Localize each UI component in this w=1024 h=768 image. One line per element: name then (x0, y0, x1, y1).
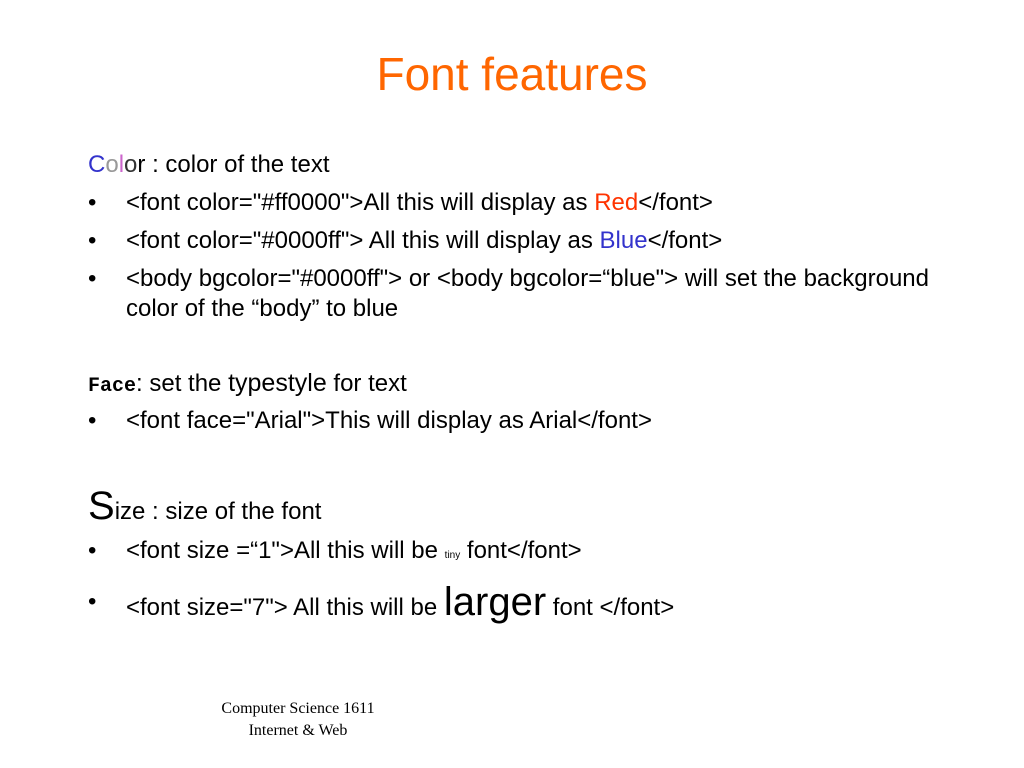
footer-line-course: Computer Science 1611 (221, 700, 375, 717)
bullet-text (126, 226, 966, 256)
bullet-text-after: font </font> (546, 594, 675, 621)
tiny-word: tiny (444, 550, 461, 561)
bullet-text (126, 536, 966, 571)
face-typestyle: typestyle (228, 369, 327, 397)
slide-footer (198, 698, 398, 742)
color-heading-letter-c: C (88, 151, 106, 178)
blue-word: Blue (599, 227, 648, 254)
color-heading-letter-o2: o (124, 151, 138, 178)
color-heading-letter-o1: o (105, 151, 119, 178)
color-heading (88, 150, 330, 180)
size-heading-big-s: S (88, 484, 115, 528)
bullet-dot: • (88, 407, 97, 434)
slide-title: Font features (376, 48, 648, 100)
size-heading (88, 484, 321, 534)
bullet-text: <body bgcolor="#0000ff"> or <body bgcolor=“blue"> will set the background color of the “body” to blue (126, 265, 929, 322)
footer-line-subject: Internet & Web (248, 722, 348, 739)
bullet-text: <font face="Arial">This will display as Arial</font> (126, 407, 652, 434)
bullet-text-after: font</font> (460, 537, 582, 564)
size-heading-rest: ize : size of the font (114, 498, 322, 525)
bullet-dot: • (88, 227, 97, 254)
bullet-text-after: </font> (647, 227, 723, 254)
red-word: Red (594, 189, 639, 216)
bullet-dot: • (88, 537, 97, 564)
bullet-text-before: <font size =“1">All this will be (126, 537, 445, 564)
bullet-text (126, 188, 966, 218)
bullet-text-after: </font> (638, 189, 713, 216)
face-desc-after: for text (326, 370, 407, 397)
bullet-text-before: <font color="#ff0000">All this will display as (126, 189, 595, 216)
larger-word: larger (443, 580, 547, 624)
face-keyword: Face (88, 375, 137, 398)
bullet-text (126, 580, 966, 630)
face-colon: : (136, 370, 143, 397)
bullet-text-before: <font color="#0000ff"> All this will display as (126, 227, 600, 254)
bullet-dot: • (88, 588, 97, 615)
color-heading-letter-l: l (118, 151, 125, 178)
color-heading-rest: r : color of the text (137, 151, 330, 178)
face-desc-before: set the (142, 370, 229, 397)
bullet-text-before: <font size="7"> All this will be (126, 594, 444, 621)
face-heading (88, 368, 407, 402)
bullet-dot: • (88, 189, 97, 216)
bullet-dot: • (88, 265, 97, 292)
